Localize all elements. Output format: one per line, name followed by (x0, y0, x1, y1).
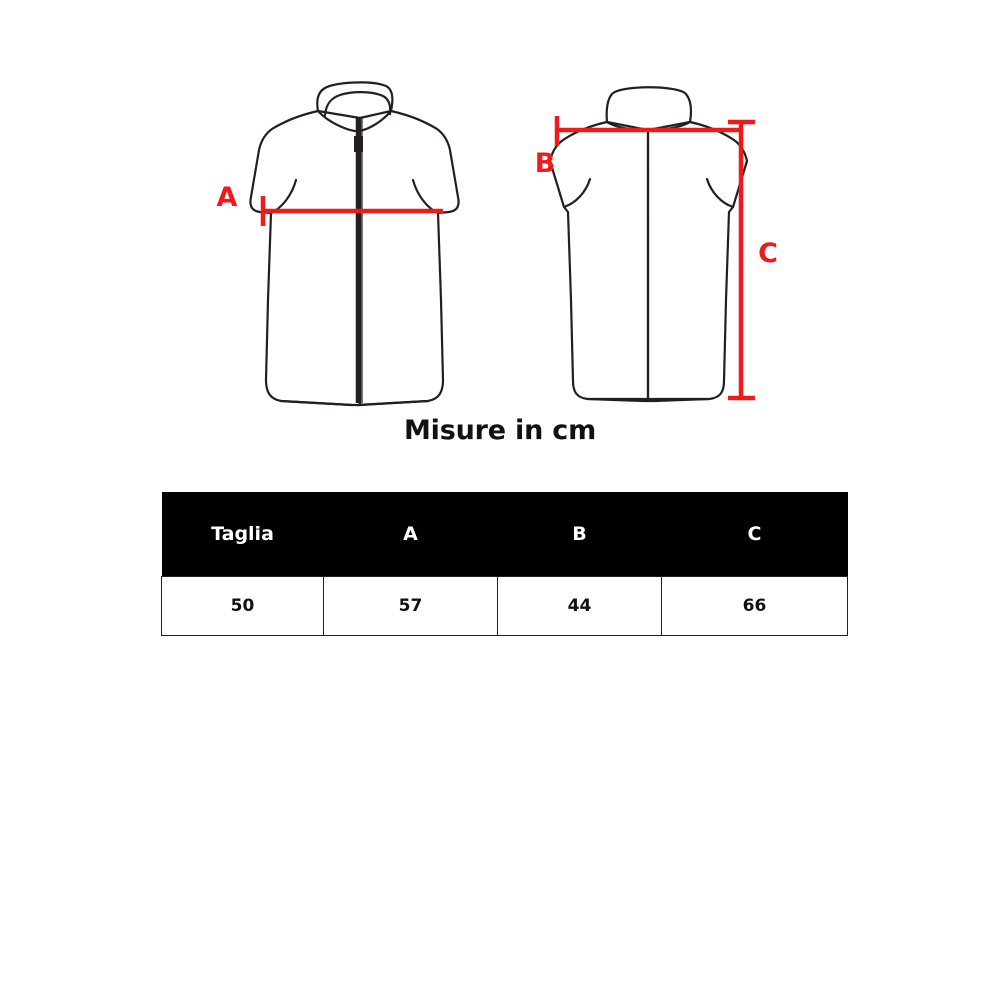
garment-diagram-svg (0, 0, 1000, 470)
measure-unit-caption: Misure in cm (403, 415, 597, 446)
cell-c: 66 (662, 577, 848, 636)
cell-taglia: 50 (162, 577, 324, 636)
cell-b: 44 (498, 577, 662, 636)
table-row (162, 577, 848, 636)
size-table-wrap (161, 492, 839, 636)
table-header-a: A (324, 492, 498, 577)
measure-label-a: A (216, 182, 238, 213)
table-header-row (162, 492, 848, 577)
measure-line-c (728, 122, 755, 398)
measure-label-c: C (758, 238, 778, 269)
table-header-taglia: Taglia (162, 492, 324, 577)
table-header-c: C (662, 492, 848, 577)
cell-a: 57 (324, 577, 498, 636)
vest-front-view (250, 82, 458, 405)
zipper-icon (354, 118, 363, 403)
measure-label-b: B (534, 148, 556, 179)
table-header-b: B (498, 492, 662, 577)
size-table (161, 492, 848, 636)
garment-diagram (0, 0, 1000, 470)
measure-line-a (263, 196, 443, 226)
vest-back-view (550, 87, 747, 401)
